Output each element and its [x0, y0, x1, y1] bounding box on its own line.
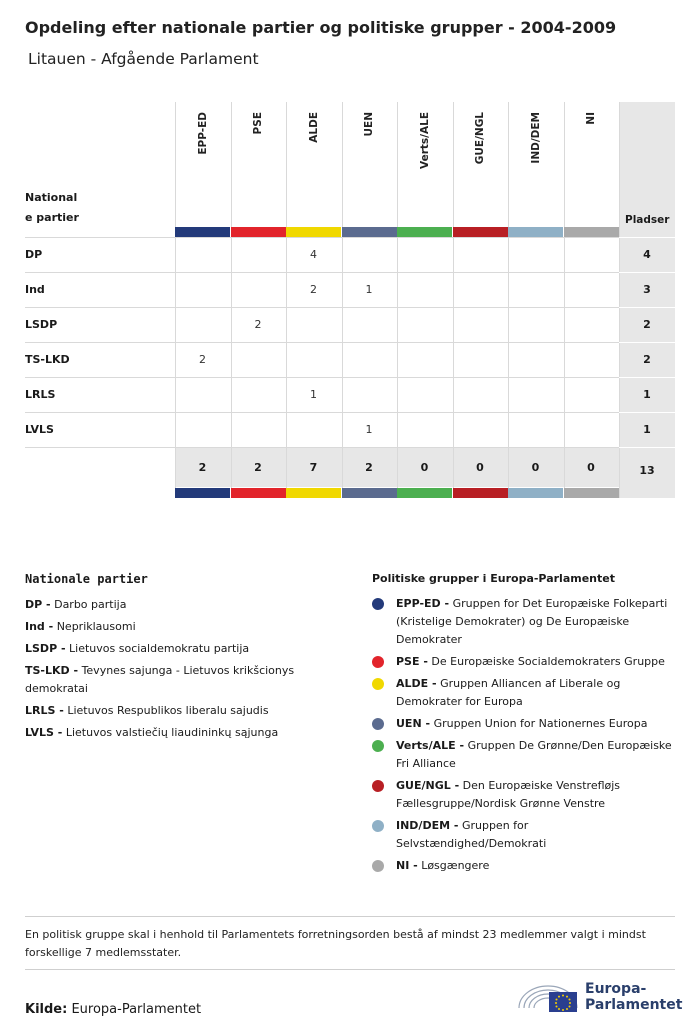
row-divider [619, 237, 675, 238]
legend-text: Lietuvos Respublikos liberalu sajudis [67, 704, 269, 717]
group-total: 0 [587, 461, 595, 474]
party-seats: 3 [643, 283, 651, 296]
legend-abbr: GUE/NGL - [396, 779, 460, 792]
group-total: 0 [420, 461, 429, 474]
group-header [564, 102, 619, 227]
group-color-bar [231, 227, 286, 237]
national-party-legend-item [25, 662, 345, 698]
seat-count-cell: 2 [310, 283, 317, 296]
european-parliament-logo [515, 978, 683, 1018]
seats-header: Pladser [625, 214, 670, 226]
group-legend-item [372, 857, 682, 875]
group-color-dot-icon [372, 740, 384, 752]
legend-text: Den Europæiske Venstrefløjs Fællesgruppe/Nordisk Grønne Venstre [396, 779, 621, 810]
legend-abbr: ALDE - [396, 677, 437, 690]
legend-abbr: UEN - [396, 717, 431, 730]
legend-text: Darbo partija [54, 598, 127, 611]
group-color-dot-icon [372, 718, 384, 730]
row-divider [25, 342, 619, 343]
national-parties-header: National e partier [25, 191, 79, 224]
row-divider [25, 272, 619, 273]
group-color-bar [342, 488, 397, 498]
group-color-bar [286, 488, 341, 498]
grand-total: 13 [639, 464, 655, 477]
party-row-label: LSDP [25, 318, 58, 331]
group-header-label: EPP-ED [196, 112, 209, 155]
group-legend-item [372, 715, 682, 733]
row-divider [25, 412, 619, 413]
legend-abbr: NI - [396, 859, 418, 872]
legend-abbr: DP - [25, 598, 51, 611]
legend-text: Gruppen for Det Europæiske Folkeparti (Kristelige Demokrater) og De Europæiske Demokrater [396, 597, 668, 646]
group-color-bar [564, 227, 619, 237]
legend-text: De Europæiske Socialdemokraters Gruppe [431, 655, 665, 668]
party-row-label: Ind [25, 283, 45, 296]
row-divider [25, 307, 619, 308]
legend-abbr: Verts/ALE - [396, 739, 465, 752]
seat-count-cell: 4 [310, 248, 317, 261]
group-color-bar [286, 227, 341, 237]
group-color-bar [508, 227, 563, 237]
source-label: Kilde: [25, 1002, 68, 1017]
footnote: En politisk gruppe skal i henhold til Parlamentets forretningsorden bestå af mindst 23 medlemmer valgt i mindst forskellige 7 medlemsstater. [25, 928, 646, 959]
group-color-dot-icon [372, 820, 384, 832]
national-party-legend-item [25, 702, 345, 720]
group-legend-item [372, 653, 682, 671]
party-seats: 1 [643, 388, 651, 401]
seat-count-cell: 1 [310, 388, 317, 401]
group-color-dot-icon [372, 656, 384, 668]
row-divider [619, 272, 675, 273]
national-party-legend-item [25, 724, 345, 742]
group-color-bar [564, 488, 619, 498]
legend-text: Tevynes sajunga - Lietuvos krikšcionys demokratai [25, 664, 295, 695]
group-color-bar [342, 227, 397, 237]
group-color-dot-icon [372, 598, 384, 610]
source-value: Europa-Parlamentet [71, 1002, 202, 1017]
party-seats: 2 [643, 318, 651, 331]
national-party-legend-item [25, 618, 345, 636]
legend-text: Nepriklausomi [56, 620, 136, 633]
source-line [25, 1002, 201, 1017]
page-subtitle: Litauen - Afgående Parlament [28, 50, 259, 68]
group-color-bar [231, 488, 286, 498]
national-party-legend-item [25, 640, 345, 658]
group-color-dot-icon [372, 860, 384, 872]
group-legend-item [372, 595, 682, 649]
legend-abbr: LSDP - [25, 642, 66, 655]
group-header-label: Verts/ALE [418, 112, 431, 169]
group-header-label: ALDE [307, 112, 320, 143]
group-legend-item [372, 777, 682, 813]
row-divider [25, 447, 619, 448]
group-color-dot-icon [372, 780, 384, 792]
legend-abbr: LVLS - [25, 726, 63, 739]
party-row-label: DP [25, 248, 43, 261]
national-parties-legend [25, 572, 345, 746]
logo-line-1: Europa- [585, 981, 647, 997]
group-header-label: IND/DEM [529, 112, 542, 164]
divider [25, 916, 675, 917]
group-total: 2 [198, 461, 207, 474]
group-header-label: GUE/NGL [474, 112, 486, 165]
group-color-bar [175, 488, 230, 498]
group-total: 7 [309, 461, 318, 474]
legend-text: Gruppen for Selvstændighed/Demokrati [396, 819, 547, 850]
party-row-label: LRLS [25, 388, 56, 401]
row-divider [619, 377, 675, 378]
group-total: 0 [531, 461, 540, 474]
row-divider [619, 447, 675, 448]
seat-count-cell: 2 [254, 318, 262, 331]
group-legend-item [372, 675, 682, 711]
group-header [286, 102, 341, 227]
group-color-bar [175, 227, 230, 237]
legend-text: Gruppen Alliancen af Liberale og Demokrater for Europa [396, 677, 621, 708]
party-row-label: TS-LKD [25, 353, 70, 366]
group-color-bar [397, 488, 452, 498]
legend-text: Løsgængere [421, 859, 490, 872]
group-total: 2 [365, 461, 373, 474]
group-legend-item [372, 737, 682, 773]
group-color-bar [508, 488, 563, 498]
group-header-label: UEN [363, 112, 375, 137]
page-title: Opdeling efter nationale partier og politiske grupper - 2004-2009 [25, 18, 617, 37]
group-legend-item [372, 817, 682, 853]
group-header-label: NI [585, 112, 597, 125]
legend-text: Gruppen Union for Nationernes Europa [433, 717, 648, 730]
divider [25, 969, 675, 970]
group-header [231, 102, 286, 227]
group-header [175, 102, 230, 227]
political-groups-legend [372, 572, 682, 879]
legend-abbr: IND/DEM - [396, 819, 459, 832]
legend-text: Lietuvos valstiečių liaudininkų sąjunga [65, 726, 279, 739]
group-color-bar [397, 227, 452, 237]
column-divider [619, 102, 620, 498]
group-color-bar [453, 227, 508, 237]
seat-count-cell: 1 [365, 283, 373, 296]
legend-abbr: EPP-ED - [396, 597, 450, 610]
national-party-legend-item [25, 596, 345, 614]
party-row-label: LVLS [25, 423, 54, 436]
group-total: 0 [476, 461, 484, 474]
parliament-emblem-icon [515, 978, 581, 1016]
group-header [397, 102, 452, 227]
legend-abbr: PSE - [396, 655, 428, 668]
row-divider [619, 342, 675, 343]
party-seats: 4 [643, 248, 651, 261]
row-divider [619, 307, 675, 308]
seats-column-bg [619, 102, 675, 498]
legend-abbr: Ind - [25, 620, 54, 633]
group-header [508, 102, 563, 227]
row-divider [619, 412, 675, 413]
group-header [342, 102, 397, 227]
seat-count-cell: 1 [365, 423, 373, 436]
group-color-dot-icon [372, 678, 384, 690]
legend-abbr: TS-LKD - [25, 664, 79, 677]
party-seats: 1 [643, 423, 651, 436]
legend-text: Lietuvos socialdemokratu partija [69, 642, 250, 655]
national-parties-heading: Nationale partier [25, 572, 148, 586]
group-header-label: PSE [252, 112, 264, 135]
group-color-bar [453, 488, 508, 498]
group-total: 2 [254, 461, 262, 474]
legend-text: Gruppen De Grønne/Den Europæiske Fri Alliance [396, 739, 672, 770]
legend-abbr: LRLS - [25, 704, 64, 717]
distribution-table [25, 102, 675, 502]
group-header [453, 102, 508, 227]
logo-line-2: Parlamentet [585, 997, 683, 1013]
seat-count-cell: 2 [199, 353, 206, 366]
row-divider [25, 237, 619, 238]
party-seats: 2 [643, 353, 651, 366]
row-divider [25, 377, 619, 378]
political-groups-heading: Politiske grupper i Europa-Parlamentet [372, 572, 615, 585]
